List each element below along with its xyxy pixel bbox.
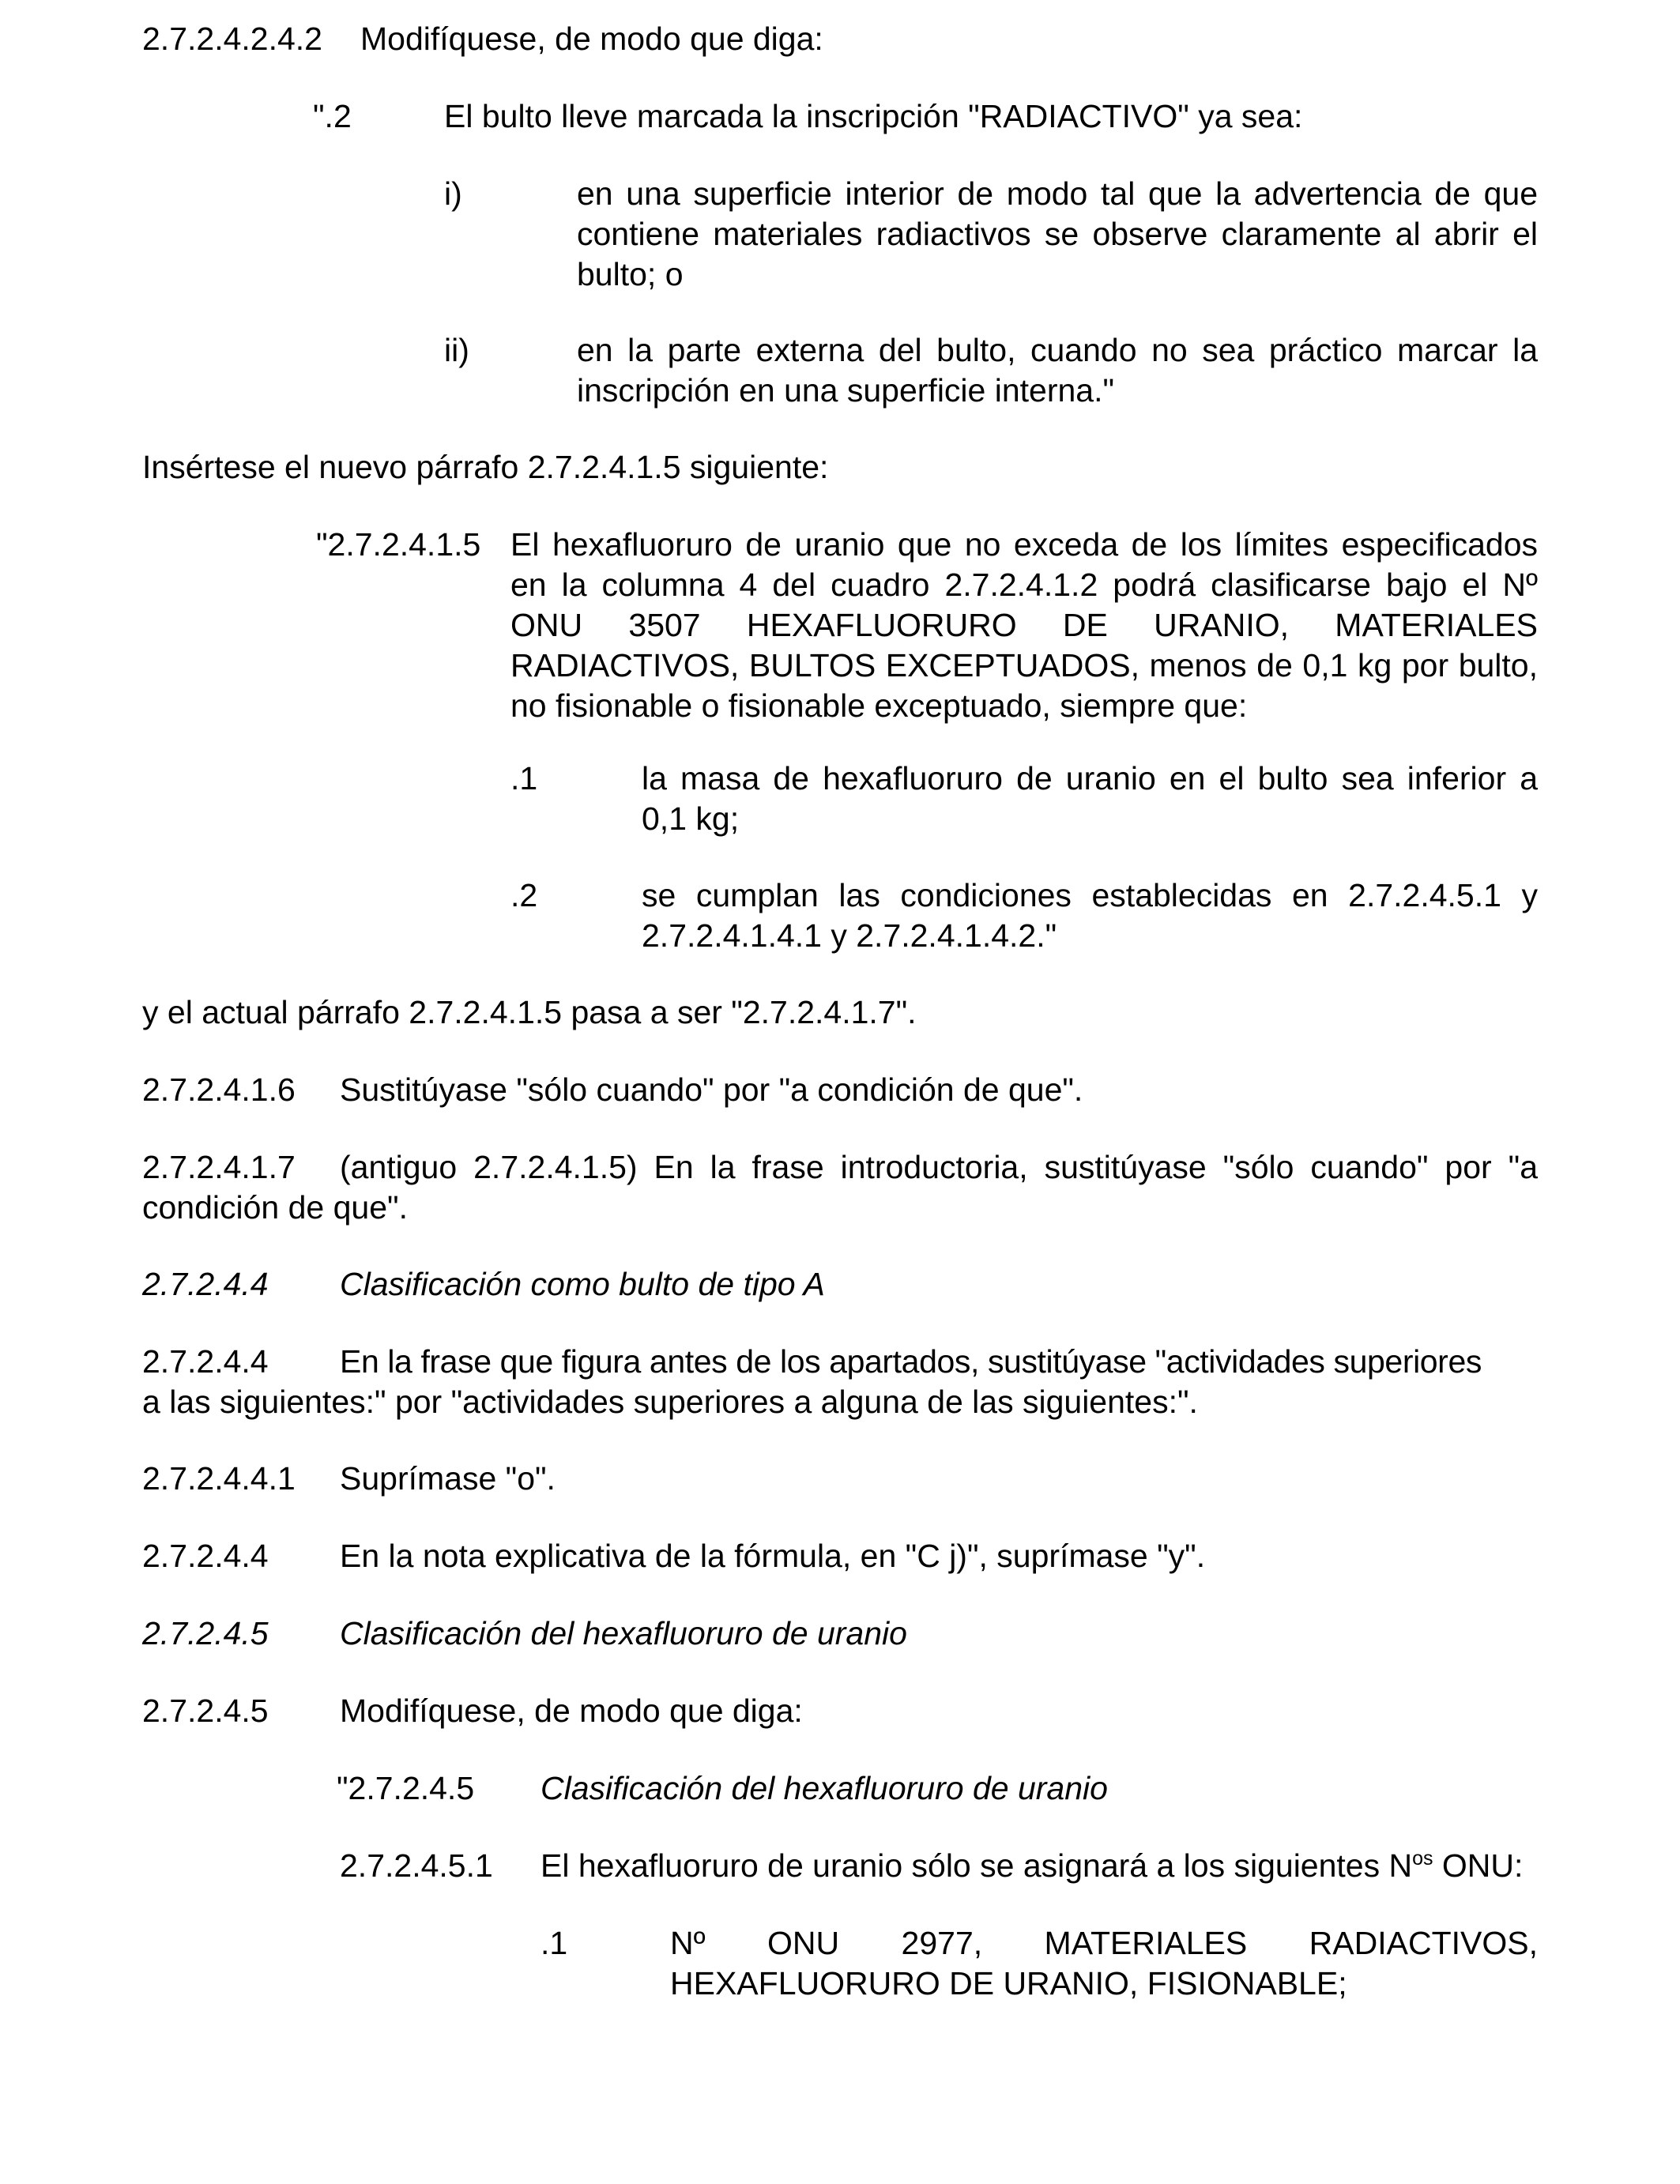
condition-text: se cumplan las condiciones establecidas en 2.7.2.4.5.1 y 2.7.2.4.1.4.1 y 2.7.2.4.1.4.2." [642,877,1538,954]
instruction-text: Insértese el nuevo párrafo 2.7.2.4.1.5 siguiente: [142,449,829,485]
heading-number: 2.7.2.4.4 [142,1266,269,1302]
item-number: ".2 [313,98,352,134]
instruction-text: Modifíquese, de modo que diga: [340,1693,803,1729]
condition-number: .1 [510,760,538,796]
item-text: El bulto lleve marcada la inscripción "RADIACTIVO" ya sea: [444,98,1303,134]
instruction-text: Sustitúyase "sólo cuando" por "a condición de que". [340,1071,1083,1108]
paragraph-number: 2.7.2.4.4 [142,1343,269,1380]
paragraph-text-main: El hexafluoruro de uranio sólo se asignará a los siguientes N [541,1847,1413,1884]
paragraph-number: 2.7.2.4.4.1 [142,1460,296,1497]
heading-number: 2.7.2.4.5 [142,1615,269,1651]
instruction-text-line-2: a las siguientes:" por "actividades superiores a alguna de las siguientes:". [142,1384,1198,1420]
note-text: y el actual párrafo 2.7.2.4.1.5 pasa a ser "2.7.2.4.1.7". [142,994,917,1030]
paragraph-number: "2.7.2.4.1.5 [316,526,481,563]
paragraph-number: 2.7.2.4.4 [142,1538,269,1574]
instruction-text-line-1: (antiguo 2.7.2.4.1.5) En la frase introductoria, sustitúyase "sólo cuando" por "a [340,1149,1538,1185]
subitem-text: en una superficie interior de modo tal que la advertencia de que contiene materiales radiactivos se observe claramente al abrir el bulto; o [577,175,1538,292]
paragraph-number: 2.7.2.4.5.1 [340,1847,493,1884]
instruction-text: En la nota explicativa de la fórmula, en "C j)", suprímase "y". [340,1538,1206,1574]
heading-text: Clasificación del hexafluoruro de uranio [541,1770,1108,1806]
paragraph-number: 2.7.2.4.2.4.2 [142,21,322,57]
item-text: Nº ONU 2977, MATERIALES RADIACTIVOS, HEXAFLUORURO DE URANIO, FISIONABLE; [670,1925,1538,2001]
heading-number: "2.7.2.4.5 [337,1770,475,1806]
plural-superscript: os [1412,1847,1433,1870]
instruction-text-line-1: En la frase que figura antes de los apartados, sustitúyase "actividades superiores [340,1343,1482,1380]
heading-text: Clasificación como bulto de tipo A [340,1266,825,1302]
instruction-text: Suprímase "o". [340,1460,556,1497]
paragraph-text [541,1846,1523,1886]
paragraph-text: El hexafluoruro de uranio que no exceda de los límites especificados en la columna 4 del cuadro 2.7.2.4.1.2 podrá clasificarse bajo el Nº ONU 3507 HEXAFLUORURO DE URANIO, MATERIALES RADIACTIVOS, BULTOS EXCEPTUADOS, menos de 0,1 kg por bulto, no fisionable o fisionable exceptuado, siempre que: [510,526,1538,724]
condition-number: .2 [510,877,538,913]
instruction-text: Modifíquese, de modo que diga: [360,21,823,57]
paragraph-number: 2.7.2.4.1.6 [142,1071,296,1108]
subitem-text: en la parte externa del bulto, cuando no sea práctico marcar la inscripción en una superficie interna." [577,332,1538,409]
instruction-text-line-2: condición de que". [142,1189,408,1226]
paragraph-number: 2.7.2.4.5 [142,1693,269,1729]
paragraph-text-end: ONU: [1433,1847,1524,1884]
item-number: .1 [541,1925,568,1961]
heading-text: Clasificación del hexafluoruro de uranio [340,1615,907,1651]
subitem-number: i) [444,175,462,212]
paragraph-number: 2.7.2.4.1.7 [142,1149,296,1185]
subitem-number: ii) [444,332,469,368]
condition-text: la masa de hexafluoruro de uranio en el bulto sea inferior a 0,1 kg; [642,760,1538,837]
